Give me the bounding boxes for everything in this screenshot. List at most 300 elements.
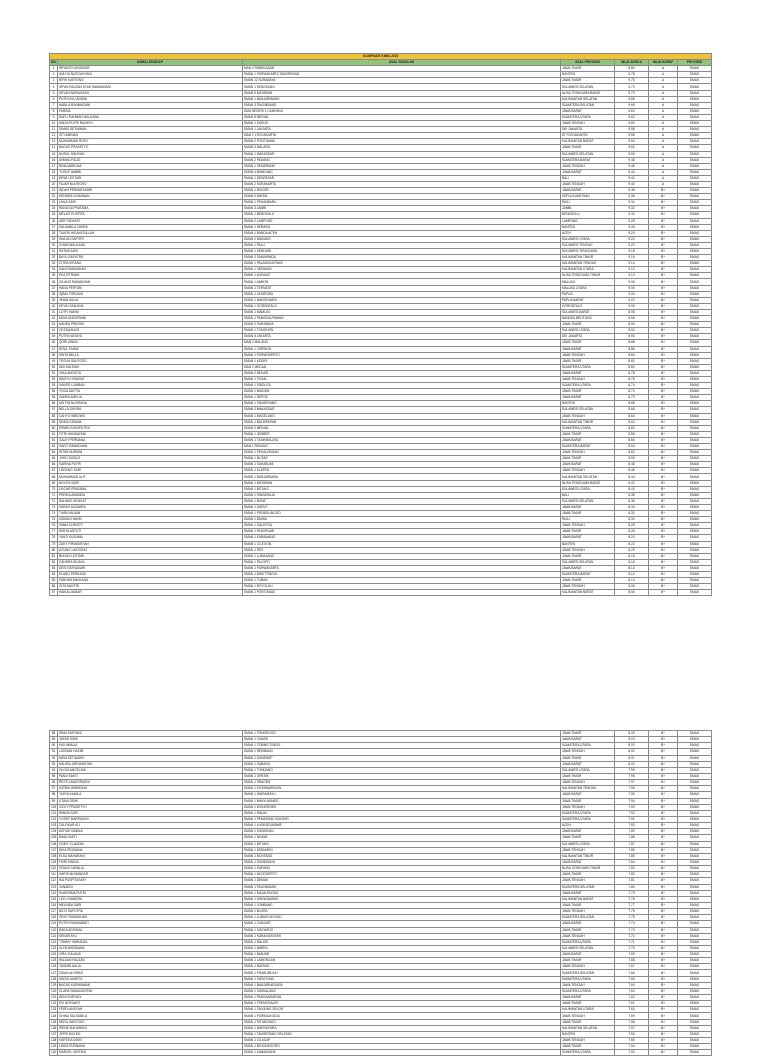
cell-medal: EMAS <box>678 927 712 933</box>
cell-grade: A <box>649 181 678 187</box>
cell-name: WULAN SAFITRI <box>58 236 243 242</box>
cell-no: 134 <box>51 1013 57 1018</box>
cell-no: 14 <box>50 145 58 151</box>
cell-score: 9.28 <box>615 218 649 224</box>
cell-province: GORONTALO <box>561 303 615 309</box>
cell-no: 133 <box>51 1007 57 1012</box>
cell-school: MAN 2 MALANG <box>243 340 561 346</box>
cell-name: CLARA SIMANJUNTAK <box>58 988 243 994</box>
cell-medal: EMAS <box>678 878 712 884</box>
cell-medal: EMAS <box>678 810 712 816</box>
cell-medal: EMAS <box>678 236 712 242</box>
cell-grade: B+ <box>649 853 678 859</box>
cell-no: 101 <box>51 810 57 815</box>
cell-name: INDAH PERMATASARI <box>58 188 243 194</box>
cell-school: SMAN 1 TOMOHON <box>243 328 561 334</box>
cell-grade: B+ <box>649 224 678 230</box>
cell-school: SMAN 1 TANGERANG <box>243 401 561 407</box>
cell-medal: EMAS <box>678 419 712 425</box>
cell-grade: B+ <box>649 872 678 878</box>
cell-province: BENGKULU <box>561 212 615 218</box>
cell-name: ZULFIKAR ALI <box>58 823 243 829</box>
cell-school: SMAN 1 BALIKPAPAN <box>243 419 561 425</box>
cell-province: JAWA TENGAH <box>561 181 615 187</box>
cell-name: NABILA RAHMADANI <box>58 102 243 108</box>
cell-score: 7.90 <box>615 823 649 829</box>
cell-school: SMAN 1 BLITAR <box>243 456 561 462</box>
cell-no: 95 <box>50 773 58 779</box>
cell-name: OSCAR PRATAMA <box>58 486 243 492</box>
cell-medal: EMAS <box>678 376 712 382</box>
cell-medal: EMAS <box>678 316 712 322</box>
cell-province: KALIMANTAN BARAT <box>561 139 615 145</box>
cell-name: RIZAL FAHMI <box>58 346 243 352</box>
cell-no: 42 <box>50 316 58 322</box>
cell-medal: EMAS <box>678 370 712 376</box>
cell-school: SMAN 1 JAYAPURA <box>243 291 561 297</box>
cell-score: 8.96 <box>615 316 649 322</box>
cell-province: JAWA TIMUR <box>561 456 615 462</box>
cell-school: SMAN 1 MARTAPURA <box>243 1025 561 1031</box>
cell-grade: A <box>649 169 678 175</box>
cell-score: 7.64 <box>615 982 649 988</box>
cell-school: SMAN 1 KUDUS <box>243 121 561 127</box>
cell-grade: B+ <box>649 1001 678 1007</box>
cell-no: 82 <box>50 559 58 565</box>
cell-province: NUSA TENGGARA BARAT <box>561 90 615 96</box>
cell-score: 9.10 <box>615 273 649 279</box>
cell-no: 2 <box>50 72 58 78</box>
cell-school: SMAN 1 SALATIGA <box>243 523 561 529</box>
cell-no: 109 <box>51 860 57 865</box>
cell-name: VINA ANGGITA <box>58 370 243 376</box>
cell-score: 8.04 <box>615 737 649 743</box>
cell-school: SMAN 1 PEMATANG SIANTAR <box>243 816 561 822</box>
cell-grade: B+ <box>649 261 678 267</box>
cell-no: 44 <box>50 328 58 334</box>
cell-name: AISYAH NABILA <box>58 829 243 835</box>
cell-name: MAYA ANGGRAINI <box>58 316 243 322</box>
cell-school: SMAN 1 TEGAL <box>243 376 561 382</box>
cell-score: 8.40 <box>615 486 649 492</box>
cell-school: SMAN 1 CILEGON <box>243 541 561 547</box>
cell-name: YASMIN AULIA <box>58 964 243 970</box>
cell-name: TAUFIK HIDAYATULLAH <box>58 230 243 236</box>
cell-grade: B+ <box>649 273 678 279</box>
cell-province: SUMATERA BARAT <box>561 444 615 450</box>
cell-province: BANTEN <box>561 401 615 407</box>
cell-medal: EMAS <box>678 188 712 194</box>
cell-score: 9.22 <box>615 236 649 242</box>
cell-grade: B+ <box>649 823 678 829</box>
cell-province: JAWA BARAT <box>561 535 615 541</box>
cell-name: KIKI AMALIA <box>58 743 243 749</box>
cell-score: 8.94 <box>615 322 649 328</box>
cell-score: 7.73 <box>615 927 649 933</box>
cell-medal: EMAS <box>678 96 712 102</box>
cell-medal: EMAS <box>678 921 712 927</box>
rows-top <box>50 66 712 596</box>
cell-school: SMAN 1 MAGELANG <box>243 413 561 419</box>
cell-no: 48 <box>50 352 58 358</box>
cell-grade: B+ <box>649 995 678 1001</box>
cell-school: SMAN 1 BLORA <box>243 909 561 915</box>
cell-province: KALIMANTAN SELATAN <box>561 474 615 480</box>
cell-no: 111 <box>51 872 56 877</box>
cell-score: 9.48 <box>615 157 649 163</box>
col-header-name: NAMA LENGKAP <box>58 60 243 66</box>
cell-no: 74 <box>50 511 58 517</box>
cell-name: AHMAD FAUZI <box>58 157 243 163</box>
cell-school: SMAN 1 BANJARNEGARA <box>243 982 561 988</box>
cell-name: WINDA SARI <box>58 810 243 816</box>
cell-name: SARAH AZZAHRA <box>58 504 243 510</box>
cell-province: JAWA TENGAH <box>561 547 615 553</box>
cell-school: SMAN 1 BITUNG <box>243 841 561 847</box>
cell-no: 108 <box>51 853 57 858</box>
cell-medal: EMAS <box>678 279 712 285</box>
cell-score: 7.74 <box>615 921 649 927</box>
cell-grade: B+ <box>649 565 678 571</box>
cell-medal: EMAS <box>678 127 712 133</box>
cell-province: JAWA TENGAH <box>561 804 615 810</box>
cell-province: KALIMANTAN BARAT <box>561 896 615 902</box>
cell-score: 9.54 <box>615 139 649 145</box>
cell-no: 38 <box>50 291 58 297</box>
cell-name: ILHAM MAULANA <box>58 242 243 248</box>
cell-medal: EMAS <box>678 261 712 267</box>
cell-grade: A <box>649 108 678 114</box>
cell-score: 8.02 <box>615 749 649 755</box>
cell-province: KALIMANTAN TENGAH <box>561 786 615 792</box>
cell-name: PRISKA AMANDA <box>58 492 243 498</box>
cell-grade: A <box>649 66 678 72</box>
cell-name: NAUFAL ARDIANSYAH <box>58 761 243 767</box>
cell-grade: B+ <box>649 431 678 437</box>
cell-province: DKI JAKARTA <box>561 334 615 340</box>
cell-no: 125 <box>51 958 57 963</box>
cell-score: 7.83 <box>615 866 649 872</box>
cell-name: RAFLI RAHMAN MAULANA <box>58 114 243 120</box>
cell-name: WIDYA ASTUTI <box>58 529 243 535</box>
cell-name: NICO SAPUTRA <box>58 909 243 915</box>
cell-name: DENI SURYADI <box>58 995 243 1001</box>
cell-no: 60 <box>50 425 58 431</box>
cell-score: 7.55 <box>615 1038 649 1044</box>
cell-score: 7.82 <box>615 872 649 878</box>
cell-school: SMAN 1 CIREBON <box>243 346 561 352</box>
cell-school: SMAN 1 TASIKMALAYA <box>243 437 561 443</box>
cell-medal: EMAS <box>678 462 712 468</box>
cell-medal: EMAS <box>678 297 712 303</box>
cell-grade: B+ <box>649 890 678 896</box>
cell-school: SMAN 1 LHOKSEUMAWE <box>243 823 561 829</box>
cell-grade: B+ <box>649 731 678 737</box>
cell-school: SMAN 1 SINGKAWANG <box>243 896 561 902</box>
cell-school: SMAN 2 SURAKARTA <box>243 181 561 187</box>
cell-school: SMAN 1 PALEMBANG <box>243 884 561 890</box>
cell-score: 8.08 <box>615 584 649 590</box>
cell-grade: B+ <box>649 437 678 443</box>
cell-grade: B+ <box>649 206 678 212</box>
cell-school: SMAN 1 PURWOKERTO <box>243 352 561 358</box>
cell-score: 7.57 <box>615 1025 649 1031</box>
cell-school: SMAN 1 MAJALENGKA <box>243 890 561 896</box>
cell-school: SMAN 1 LUMAJANG <box>243 553 561 559</box>
cell-grade: B+ <box>649 401 678 407</box>
cell-no: 36 <box>50 279 58 285</box>
cell-province: JAWA TIMUR <box>561 835 615 841</box>
cell-medal: EMAS <box>678 517 712 523</box>
cell-medal: EMAS <box>678 841 712 847</box>
cell-name: LUKMAN HAKIM <box>58 749 243 755</box>
cell-province: JAWA TIMUR <box>561 773 615 779</box>
cell-province: SULAWESI SELATAN <box>561 151 615 157</box>
document-title: OLIMPIADE KIMIA 2024 <box>50 54 712 60</box>
cell-grade: B+ <box>649 230 678 236</box>
cell-score: 7.96 <box>615 786 649 792</box>
cell-no: 120 <box>51 927 57 932</box>
cell-medal: EMAS <box>678 511 712 517</box>
cell-grade: B+ <box>649 328 678 334</box>
cell-grade: B+ <box>649 1013 678 1019</box>
cell-name: LINTANG SARI <box>58 468 243 474</box>
cell-no: 27 <box>50 224 58 230</box>
cell-grade: B+ <box>649 285 678 291</box>
cell-province: JAWA BARAT <box>561 346 615 352</box>
cell-no: 65 <box>50 456 58 462</box>
cell-name: NOVITA SARI <box>58 480 243 486</box>
rows-bottom <box>50 731 712 1056</box>
cell-no: 25 <box>50 212 58 218</box>
cell-province: JAWA BARAT <box>561 370 615 376</box>
cell-name: GALIH PERMANA <box>58 437 243 443</box>
cell-grade: B+ <box>649 444 678 450</box>
cell-score: 9.46 <box>615 163 649 169</box>
cell-province: JAWA TIMUR <box>561 553 615 559</box>
cell-school: SMAN 1 BUKITTINGGI <box>243 571 561 577</box>
cell-no: 127 <box>51 970 57 975</box>
cell-medal: EMAS <box>678 413 712 419</box>
cell-no: 69 <box>50 480 58 486</box>
cell-score: 8.30 <box>615 517 649 523</box>
cell-school: SMAN 1 BOGOR <box>243 188 561 194</box>
cell-medal: EMAS <box>678 285 712 291</box>
cell-school: SMAN 3 PALEMBANG <box>243 102 561 108</box>
cell-score: 9.26 <box>615 224 649 230</box>
cell-school: SMAN 1 BINJAI <box>243 810 561 816</box>
results-grid-bottom <box>49 730 712 1056</box>
cell-grade: A <box>649 151 678 157</box>
cell-province: JAWA BARAT <box>561 504 615 510</box>
cell-no: 119 <box>51 921 57 926</box>
cell-grade: B+ <box>649 462 678 468</box>
cell-name: GILANG RAMADHAN <box>58 279 243 285</box>
cell-medal: EMAS <box>678 255 712 261</box>
cell-score: 7.99 <box>615 767 649 773</box>
cell-grade: B+ <box>649 792 678 798</box>
cell-grade: B+ <box>649 541 678 547</box>
cell-province: SULAWESI SELATAN <box>561 498 615 504</box>
cell-score: 7.91 <box>615 816 649 822</box>
cell-province: SULAWESI TENGGARA <box>561 249 615 255</box>
cell-grade: B+ <box>649 767 678 773</box>
cell-score: 9.06 <box>615 285 649 291</box>
cell-school: SMAN 1 PURWAKARTA TANGERANG <box>243 72 561 78</box>
cell-medal: EMAS <box>678 859 712 865</box>
cell-no: 8 <box>50 108 58 114</box>
cell-score: 8.58 <box>615 431 649 437</box>
cell-grade: B+ <box>649 249 678 255</box>
cell-score: 7.97 <box>615 780 649 786</box>
cell-province: JAWA BARAT <box>561 565 615 571</box>
cell-no: 73 <box>50 504 58 510</box>
cell-no: 9 <box>50 114 58 120</box>
cell-school: SMAN 1 PONTIANAK <box>243 590 561 596</box>
cell-medal: EMAS <box>678 480 712 486</box>
cell-grade: B+ <box>649 492 678 498</box>
cell-province: DKI JAKARTA <box>561 127 615 133</box>
cell-no: 32 <box>50 255 58 261</box>
cell-medal: EMAS <box>678 755 712 761</box>
cell-school: SMAN 1 TRENGGALEK <box>243 1001 561 1007</box>
cell-province: JAWA TIMUR <box>561 511 615 517</box>
cell-name: UTAMI DEWI <box>58 798 243 804</box>
cell-province: JAWA TIMUR <box>561 340 615 346</box>
cell-name: OKKY RAMADHAN <box>58 915 243 921</box>
cell-school: SMAN 1 PEKANBARU <box>243 200 561 206</box>
cell-province: JAWA TIMUR <box>561 1001 615 1007</box>
cell-no: 47 <box>50 346 58 352</box>
cell-no: 45 <box>50 334 58 340</box>
cell-grade: A <box>649 96 678 102</box>
cell-grade: A <box>649 90 678 96</box>
cell-name: ARIF HIDAYAT <box>58 218 243 224</box>
cell-province: BALI <box>561 492 615 498</box>
cell-grade: B+ <box>649 303 678 309</box>
cell-score: 8.42 <box>615 480 649 486</box>
cell-name: WILDAN FAUZAN <box>58 958 243 964</box>
cell-grade: B+ <box>649 761 678 767</box>
cell-grade: B+ <box>649 523 678 529</box>
cell-name: HARIS MUNANDAR <box>58 872 243 878</box>
cell-score: 9.60 <box>615 121 649 127</box>
cell-score: 9.52 <box>615 145 649 151</box>
cell-school: SMAN 1 WONOSOBO <box>243 804 561 810</box>
cell-name: DESI RATNASARI <box>58 565 243 571</box>
cell-name: JOKO SUSILO <box>58 456 243 462</box>
cell-school: SMAN 1 SIDOARJO <box>243 927 561 933</box>
cell-score: 7.63 <box>615 988 649 994</box>
cell-medal: EMAS <box>678 194 712 200</box>
cell-grade: A <box>649 157 678 163</box>
cell-no: 59 <box>50 419 58 425</box>
cell-medal: EMAS <box>678 1044 712 1050</box>
cell-no: 6 <box>50 96 58 102</box>
cell-school: SMAN 3 MAKASSAR <box>243 407 561 413</box>
cell-score: 8.86 <box>615 346 649 352</box>
cell-name: HANA PERTIWI <box>58 285 243 291</box>
cell-no: 122 <box>51 939 57 944</box>
cell-province: KALIMANTAN UTARA <box>561 1007 615 1013</box>
cell-medal: EMAS <box>678 431 712 437</box>
cell-name: SEKAR AYU <box>58 933 243 939</box>
cell-name: JIHAN AULIA <box>58 297 243 303</box>
cell-school: SMAN 1 PURWAKARTA <box>243 565 561 571</box>
cell-grade: B+ <box>649 1031 678 1037</box>
cell-score: 8.82 <box>615 358 649 364</box>
cell-name: VICKY PRASETYO <box>58 804 243 810</box>
cell-no: 132 <box>51 1001 57 1006</box>
cell-province: BANTEN <box>561 541 615 547</box>
cell-no: 91 <box>50 749 58 755</box>
cell-province: JAWA TENGAH <box>561 584 615 590</box>
cell-grade: B+ <box>649 504 678 510</box>
cell-school: SMAN 1 DEPOK <box>243 395 561 401</box>
cell-no: 68 <box>50 474 58 480</box>
cell-grade: B+ <box>649 297 678 303</box>
cell-school: SMAN 1 GARUT <box>243 504 561 510</box>
cell-no: 105 <box>51 835 57 840</box>
cell-score: 8.64 <box>615 413 649 419</box>
cell-medal: EMAS <box>678 309 712 315</box>
cell-name: EKA FITRIANI <box>58 273 243 279</box>
cell-grade: B+ <box>649 939 678 945</box>
cell-name: DIKA PRADANA <box>58 847 243 853</box>
cell-no: 52 <box>50 376 58 382</box>
cell-no: 94 <box>50 767 58 773</box>
cell-no: 96 <box>50 780 58 786</box>
cell-name: HERU SANTOSO <box>58 1019 243 1025</box>
cell-school: SMAN 1 BONTANG <box>243 853 561 859</box>
cell-no: 80 <box>50 547 58 553</box>
cell-grade: A <box>649 145 678 151</box>
cell-name: RAHMAT HIDAYAT <box>58 498 243 504</box>
cell-medal: EMAS <box>678 437 712 443</box>
cell-province: KALIMANTAN SELATAN <box>561 1025 615 1031</box>
cell-grade: B+ <box>649 346 678 352</box>
cell-score: 9.12 <box>615 267 649 273</box>
cell-name: MARCEL GINTING <box>58 1050 243 1056</box>
cell-score: 9.50 <box>615 151 649 157</box>
cell-medal: EMAS <box>678 1007 712 1013</box>
cell-province: SUMATERA UTARA <box>561 939 615 945</box>
cell-medal: EMAS <box>678 273 712 279</box>
cell-score: 7.85 <box>615 853 649 859</box>
cell-province: JAWA BARAT <box>561 737 615 743</box>
cell-score: 7.71 <box>615 939 649 945</box>
cell-grade: B+ <box>649 816 678 822</box>
cell-medal: EMAS <box>678 958 712 964</box>
cell-grade: B+ <box>649 933 678 939</box>
cell-score: 8.66 <box>615 407 649 413</box>
cell-province: JAWA BARAT <box>561 952 615 958</box>
cell-medal: EMAS <box>678 541 712 547</box>
cell-score: 8.18 <box>615 553 649 559</box>
cell-score: 7.78 <box>615 896 649 902</box>
cell-name: ADITYA NUGRAHA <box>58 401 243 407</box>
cell-province: SUMATERA SELATAN <box>561 970 615 976</box>
cell-province: KEPULAUAN RIAU <box>561 194 615 200</box>
cell-score: 7.68 <box>615 958 649 964</box>
cell-medal: EMAS <box>678 407 712 413</box>
cell-province: JAWA TENGAH <box>561 1038 615 1044</box>
cell-score: 8.54 <box>615 444 649 450</box>
cell-province: ACEH <box>561 823 615 829</box>
cell-grade: B+ <box>649 896 678 902</box>
cell-province: SUMATERA BARAT <box>561 571 615 577</box>
cell-province: JAWA TENGAH <box>561 523 615 529</box>
